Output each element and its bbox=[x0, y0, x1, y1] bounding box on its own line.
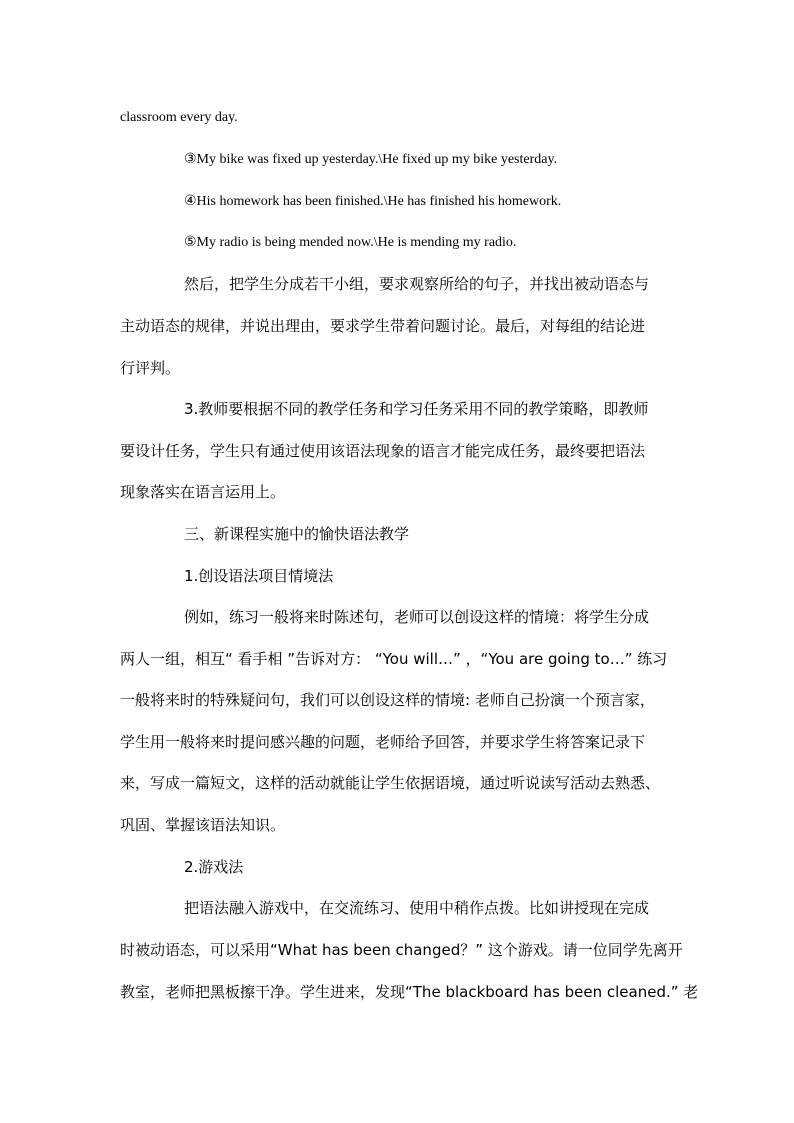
example-sentence-3: ③My bike was fixed up yesterday.\He fixed up my bike yesterday. bbox=[184, 152, 558, 167]
subsection-heading: 2.游戏法 bbox=[184, 858, 244, 876]
paragraph-line: 巩固、掌握该语法知识。 bbox=[120, 816, 286, 834]
paragraph-line: 然后，把学生分成若干小组，要求观察所给的句子，并找出被动语态与 bbox=[184, 275, 650, 293]
paragraph-line: 3.教师要根据不同的教学任务和学习任务采用不同的教学策略，即教师 bbox=[184, 400, 649, 418]
paragraph-line: 来，写成一篇短文，这样的活动就能让学生依据语境，通过听说读写活动去熟悉、 bbox=[120, 774, 661, 792]
paragraph-line: 两人一组，相互“ 看手相 ”告诉对方： “You will…” ，“You are going to…” 练习 bbox=[120, 650, 668, 668]
paragraph-line: 学生用一般将来时提问感兴趣的问题，老师给予回答，并要求学生将答案记录下 bbox=[120, 733, 646, 751]
paragraph-line: 教室，老师把黑板擦干净。学生进来，发现“The blackboard has been cleaned.” 老 bbox=[120, 983, 699, 1001]
section-heading: 三、新课程实施中的愉快语法教学 bbox=[184, 525, 410, 543]
text-line: classroom every day. bbox=[120, 110, 238, 125]
paragraph-line: 把语法融入游戏中，在交流练习、使用中稍作点拨。比如讲授现在完成 bbox=[184, 899, 650, 917]
paragraph-line: 一般将来时的特殊疑问句，我们可以创设这样的情境: 老师自己扮演一个预言家， bbox=[120, 691, 655, 709]
paragraph-line: 主动语态的规律，并说出理由，要求学生带着问题讨论。最后，对每组的结论进 bbox=[120, 317, 646, 335]
example-sentence-5: ⑤My radio is being mended now.\He is mending my radio. bbox=[184, 235, 517, 250]
paragraph-line: 现象落实在语言运用上。 bbox=[120, 483, 286, 501]
subsection-heading: 1.创设语法项目情境法 bbox=[184, 567, 334, 585]
paragraph-line: 时被动语态，可以采用“What has been changed？” 这个游戏。请一位同学先离开 bbox=[120, 941, 683, 959]
paragraph-line: 要设计任务，学生只有通过使用该语法现象的语言才能完成任务，最终要把语法 bbox=[120, 442, 646, 460]
paragraph-line: 行评判。 bbox=[120, 359, 181, 377]
paragraph-line: 例如，练习一般将来时陈述句，老师可以创设这样的情境：将学生分成 bbox=[184, 608, 650, 626]
example-sentence-4: ④His homework has been finished.\He has finished his homework. bbox=[184, 194, 562, 209]
